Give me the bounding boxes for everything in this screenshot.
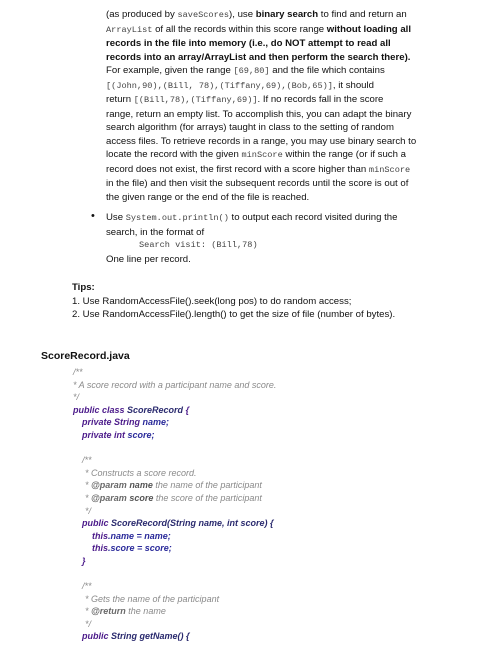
comment-star: * bbox=[85, 492, 92, 503]
text: range, return an empty list. To accomplish this, you can adapt the binary bbox=[106, 108, 412, 120]
text: to output each record visited during the bbox=[228, 212, 398, 223]
param-name: name bbox=[126, 480, 153, 491]
doc-tag: @param bbox=[91, 492, 127, 503]
keyword: this bbox=[92, 530, 109, 541]
code-comment bbox=[73, 479, 276, 492]
text: , it should bbox=[332, 79, 374, 91]
text: . If no records fall in the score bbox=[257, 94, 384, 105]
assignment: .name = name; bbox=[108, 530, 171, 541]
brace: { bbox=[183, 404, 190, 415]
code-comment: /** bbox=[73, 367, 83, 377]
bold-text: records in the file into memory (i.e., do NOT attempt to read all bbox=[106, 38, 391, 49]
inline-code: saveScores bbox=[177, 10, 230, 20]
code-comment: * A score record with a participant name and score. bbox=[73, 379, 277, 390]
code-line bbox=[73, 517, 276, 530]
text: ), use bbox=[229, 9, 256, 20]
code-comment: * Constructs a score record. bbox=[85, 467, 197, 478]
code-listing bbox=[73, 366, 276, 643]
inline-code: [(Bill,78),(Tiffany,69)] bbox=[133, 95, 258, 105]
field-name: name; bbox=[142, 417, 170, 428]
code-comment bbox=[73, 605, 276, 618]
bold-text: without loading all bbox=[326, 23, 411, 35]
bullet-paragraph bbox=[106, 211, 466, 266]
comment-star: * bbox=[85, 606, 92, 617]
code-comment: */ bbox=[73, 392, 80, 403]
comment-star: * bbox=[85, 480, 92, 491]
tips-section bbox=[72, 281, 395, 322]
file-title: ScoreRecord.java bbox=[41, 350, 130, 362]
code-comment: /** bbox=[82, 581, 92, 592]
text: to find and return an bbox=[318, 9, 407, 20]
assignment: .score = score; bbox=[108, 543, 172, 554]
text: record does not exist, the first record with a score higher than bbox=[106, 163, 369, 175]
doc-tag: @return bbox=[91, 606, 126, 617]
text: and the file which contains bbox=[269, 65, 385, 76]
inline-code: minScore bbox=[368, 164, 411, 175]
field-name: score; bbox=[127, 429, 155, 440]
comment-text: the name of the participant bbox=[152, 480, 262, 491]
code-line bbox=[73, 630, 276, 643]
code-line bbox=[73, 416, 276, 429]
bold-text: binary search bbox=[255, 9, 319, 20]
tips-title: Tips: bbox=[72, 282, 95, 293]
keyword: this bbox=[92, 543, 109, 554]
text: (as produced by bbox=[106, 9, 178, 20]
text: return bbox=[106, 94, 134, 105]
code-line bbox=[73, 404, 276, 417]
keyword: private int bbox=[82, 429, 128, 440]
blank-line bbox=[73, 442, 276, 455]
text: within the range (or if such a bbox=[282, 149, 406, 160]
text: the given range or the end of the file is reached. bbox=[106, 191, 310, 203]
type: String bbox=[114, 417, 143, 428]
inline-code: minScore bbox=[241, 150, 283, 160]
doc-tag: @param bbox=[91, 480, 127, 491]
keyword: public class bbox=[73, 404, 128, 415]
text: locate the record with the given bbox=[106, 149, 242, 160]
text: For example, given the range bbox=[106, 65, 234, 76]
text: search, in the format of bbox=[106, 226, 205, 238]
blank-line bbox=[73, 568, 276, 581]
comment-text: the name bbox=[125, 606, 166, 617]
inline-code: System.out.println() bbox=[125, 213, 229, 223]
comment-text: the score of the participant bbox=[153, 492, 262, 503]
code-line bbox=[73, 530, 276, 543]
bold-text: records into an array/ArrayList and then perform the search there). bbox=[106, 51, 411, 63]
method-signature: String getName() { bbox=[111, 631, 190, 642]
text: One line per record. bbox=[106, 253, 191, 265]
code-comment: */ bbox=[85, 505, 92, 516]
param-name: score bbox=[126, 492, 154, 503]
code-comment: */ bbox=[85, 618, 92, 629]
inline-code: ArrayList bbox=[106, 24, 153, 35]
text: Use bbox=[106, 212, 126, 223]
code-comment bbox=[73, 492, 276, 505]
keyword: public bbox=[82, 631, 111, 642]
description-paragraph bbox=[106, 8, 466, 204]
example-output: Search visit: (Bill,78) bbox=[139, 240, 258, 250]
closing-brace: } bbox=[82, 555, 86, 566]
code-comment: * Gets the name of the participant bbox=[85, 593, 220, 604]
text: search algorithm (for arrays) taught in class to the setting of random bbox=[106, 122, 394, 133]
text: in the file) and then visit the subsequent records until the score is out of bbox=[106, 178, 409, 189]
text: of all the records within this score range bbox=[152, 23, 327, 35]
tips-item: 2. Use RandomAccessFile().length() to get the size of file (number of bytes). bbox=[72, 309, 396, 320]
code-line bbox=[73, 429, 276, 442]
constructor-signature: ScoreRecord(String name, int score) { bbox=[111, 518, 274, 529]
inline-code: [69,80] bbox=[233, 66, 270, 76]
keyword: public bbox=[82, 518, 111, 529]
code-line bbox=[73, 542, 276, 555]
tips-item: 1. Use RandomAccessFile().seek(long pos) to do random access; bbox=[72, 295, 352, 307]
text: access files. To retrieve records in a range, you may use binary search to bbox=[106, 135, 417, 147]
bullet-icon: • bbox=[91, 210, 95, 222]
code-comment: /** bbox=[82, 455, 92, 466]
inline-code: [(John,90),(Bill, 78),(Tiffany,69),(Bob,65)] bbox=[106, 80, 333, 91]
class-name: ScoreRecord bbox=[127, 404, 184, 415]
keyword: private bbox=[82, 417, 115, 428]
